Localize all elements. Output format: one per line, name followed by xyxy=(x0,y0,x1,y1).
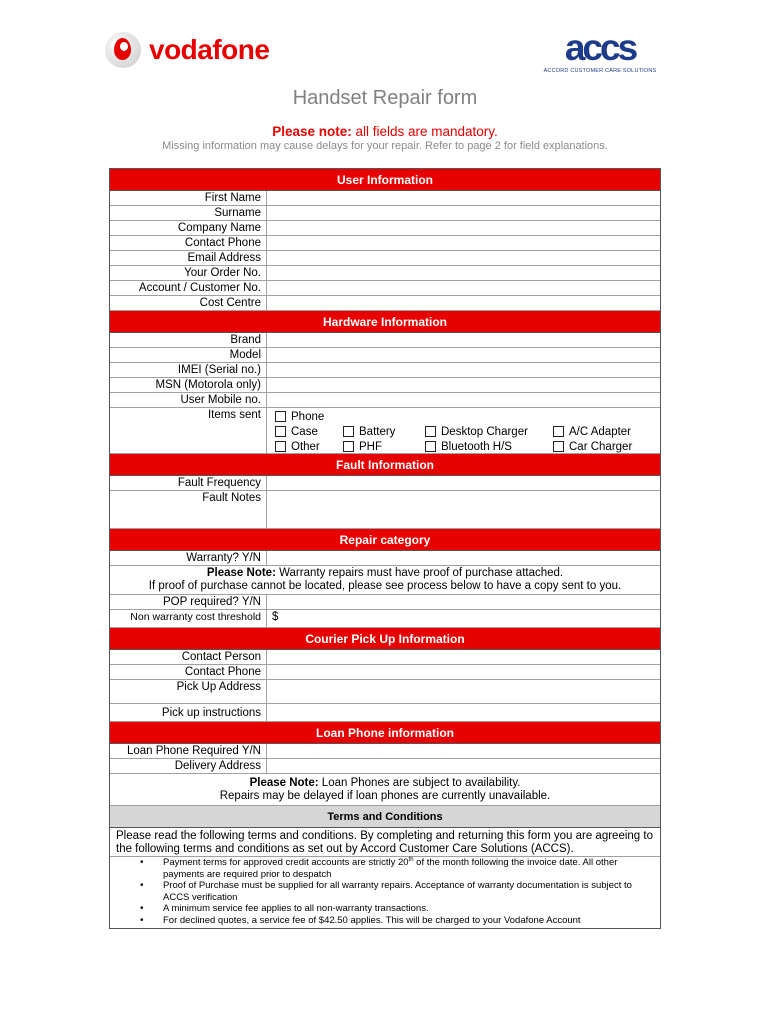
checkbox-icon xyxy=(275,426,286,437)
warranty-note xyxy=(110,566,660,595)
model-input[interactable] xyxy=(267,348,660,362)
field-courier-phone xyxy=(110,665,660,680)
field-warranty xyxy=(110,551,660,566)
field-label: POP required? Y/N xyxy=(110,595,267,609)
field-items-sent xyxy=(110,408,660,454)
field-label: Non warranty cost threshold xyxy=(110,610,267,627)
terms-item-payment-text-b: of the month following the invoice date. All other payments are required prior to despatch xyxy=(163,857,618,880)
checkbox-label: Battery xyxy=(359,425,396,438)
field-loan-phone-required xyxy=(110,744,660,759)
cost-centre-input[interactable] xyxy=(267,296,660,310)
pop-required-input[interactable] xyxy=(267,595,660,609)
checkbox-icon xyxy=(343,441,354,452)
field-label: Contact Phone xyxy=(110,236,267,250)
loan-phone-required-input[interactable] xyxy=(267,744,660,758)
msn-input[interactable] xyxy=(267,378,660,392)
field-label: Fault Notes xyxy=(110,491,267,528)
checkbox-icon xyxy=(553,441,564,452)
field-pop-required xyxy=(110,595,660,610)
vodafone-speechmark-icon xyxy=(105,32,141,68)
field-label: Pick Up Address xyxy=(110,680,267,703)
field-label: Contact Phone xyxy=(110,665,267,679)
fault-frequency-input[interactable] xyxy=(267,476,660,490)
section-user-information: User Information xyxy=(110,169,660,191)
field-contact-phone xyxy=(110,236,660,251)
accs-wordmark: accs xyxy=(564,27,636,68)
delivery-address-input[interactable] xyxy=(267,759,660,773)
first-name-input[interactable] xyxy=(267,191,660,205)
field-contact-person xyxy=(110,650,660,665)
loan-phone-note xyxy=(110,774,660,806)
field-brand xyxy=(110,333,660,348)
checkbox-label: Bluetooth H/S xyxy=(441,440,512,453)
section-repair-category: Repair category xyxy=(110,529,660,551)
checkbox-icon xyxy=(425,441,436,452)
loan-note-bold: Please Note: xyxy=(249,777,319,789)
missing-info-note: Missing information may cause delays for your repair. Refer to page 2 for field explanations. xyxy=(162,140,608,152)
account-no-input[interactable] xyxy=(267,281,660,295)
field-label: Model xyxy=(110,348,267,362)
vodafone-wordmark: vodafone xyxy=(149,34,270,65)
pickup-instructions-input[interactable] xyxy=(267,704,660,721)
form-title: Handset Repair form xyxy=(292,87,478,109)
field-label: Surname xyxy=(110,206,267,220)
field-label: Delivery Address xyxy=(110,759,267,773)
terms-item-proof-of-purchase: • Proof of Purchase must be supplied for all warranty repairs. Acceptance of warranty documentation is subject to ACCS verification xyxy=(132,880,654,903)
mandatory-note-bold: Please note: xyxy=(272,124,352,139)
field-imei xyxy=(110,363,660,378)
loan-note-line-1 xyxy=(110,777,660,790)
section-courier-pickup: Courier Pick Up Information xyxy=(110,628,660,650)
field-cost-threshold xyxy=(110,610,660,628)
field-msn xyxy=(110,378,660,393)
accs-tagline: ACCORD CUSTOMER CARE SOLUTIONS xyxy=(543,68,657,74)
field-cost-centre xyxy=(110,296,660,311)
terms-item-service-fee: • A minimum service fee applies to all non-warranty transactions. xyxy=(132,903,654,915)
contact-phone-input[interactable] xyxy=(267,236,660,250)
checkbox-ac-adapter[interactable] xyxy=(553,424,631,439)
field-label: User Mobile no. xyxy=(110,393,267,407)
checkbox-icon xyxy=(425,426,436,437)
loan-note-line-2: Repairs may be delayed if loan phones are currently unavailable. xyxy=(219,790,551,802)
checkbox-label: Other xyxy=(291,440,320,453)
section-terms-and-conditions: Terms and Conditions xyxy=(110,806,660,828)
field-label: First Name xyxy=(110,191,267,205)
company-name-input[interactable] xyxy=(267,221,660,235)
field-pickup-address xyxy=(110,680,660,704)
field-fault-frequency xyxy=(110,476,660,491)
field-label: Brand xyxy=(110,333,267,347)
checkbox-other[interactable] xyxy=(275,439,320,454)
courier-phone-input[interactable] xyxy=(267,665,660,679)
terms-item-payment-sup: th xyxy=(408,856,414,863)
checkbox-case[interactable] xyxy=(275,424,318,439)
section-loan-phone: Loan Phone information xyxy=(110,722,660,744)
checkbox-label: Phone xyxy=(291,410,325,423)
checkbox-phf[interactable] xyxy=(343,439,382,454)
checkbox-desktop-charger[interactable] xyxy=(425,424,528,439)
checkbox-label: Case xyxy=(291,425,318,438)
terms-item-payment xyxy=(132,857,654,880)
field-fault-notes xyxy=(110,491,660,529)
field-label: Company Name xyxy=(110,221,267,235)
checkbox-icon xyxy=(553,426,564,437)
user-mobile-input[interactable] xyxy=(267,393,660,407)
accs-logo xyxy=(538,27,662,76)
warranty-note-line-1 xyxy=(110,567,660,580)
field-order-no xyxy=(110,266,660,281)
loan-note-text: Loan Phones are subject to availability. xyxy=(318,777,521,789)
field-label: Cost Centre xyxy=(110,296,267,310)
warranty-note-bold: Please Note: xyxy=(206,567,276,579)
fault-notes-input[interactable] xyxy=(267,491,660,528)
section-fault-information: Fault Information xyxy=(110,454,660,476)
field-pickup-instructions xyxy=(110,704,660,722)
checkbox-phone[interactable] xyxy=(275,409,324,424)
field-company-name xyxy=(110,221,660,236)
field-label: Contact Person xyxy=(110,650,267,664)
items-sent-checkboxes xyxy=(267,408,660,453)
field-label: Email Address xyxy=(110,251,267,265)
checkbox-icon xyxy=(343,426,354,437)
contact-person-input[interactable] xyxy=(267,650,660,664)
terms-list xyxy=(110,857,660,928)
field-account-no xyxy=(110,281,660,296)
field-delivery-address xyxy=(110,759,660,774)
order-no-input[interactable] xyxy=(267,266,660,280)
field-label: IMEI (Serial no.) xyxy=(110,363,267,377)
checkbox-icon xyxy=(275,411,286,422)
checkbox-label: PHF xyxy=(359,440,382,453)
mandatory-note xyxy=(0,124,770,139)
checkbox-icon xyxy=(275,441,286,452)
terms-item-payment-text-a: Payment terms for approved credit accounts are strictly 20 xyxy=(163,857,409,868)
brand-input[interactable] xyxy=(267,333,660,347)
field-label: Your Order No. xyxy=(110,266,267,280)
field-email-address xyxy=(110,251,660,266)
warranty-note-text: Warranty repairs must have proof of purchase attached. xyxy=(275,567,564,579)
warranty-note-line-2: If proof of purchase cannot be located, please see process below to have a copy sent to you. xyxy=(148,580,622,592)
field-surname xyxy=(110,206,660,221)
terms-intro: Please read the following terms and conditions. By completing and returning this form you are agreeing to the following terms and conditions as set out by Accord Customer Care Solutions (ACCS). xyxy=(110,828,660,857)
checkbox-label: Car Charger xyxy=(569,440,633,453)
field-label: MSN (Motorola only) xyxy=(110,378,267,392)
cost-threshold-input[interactable]: $ xyxy=(272,611,279,623)
surname-input[interactable] xyxy=(267,206,660,220)
checkbox-bluetooth[interactable] xyxy=(425,439,512,454)
mandatory-note-text: all fields are mandatory. xyxy=(351,124,498,139)
email-address-input[interactable] xyxy=(267,251,660,265)
field-label: Account / Customer No. xyxy=(110,281,267,295)
field-label: Pick up instructions xyxy=(110,704,267,721)
field-label: Warranty? Y/N xyxy=(110,551,267,565)
warranty-input[interactable] xyxy=(267,551,660,565)
terms-item-declined-quotes: • For declined quotes, a service fee of $42.50 applies. This will be charged to your Vodafone Account xyxy=(132,915,654,927)
field-first-name xyxy=(110,191,660,206)
repair-form xyxy=(109,168,661,929)
checkbox-label: Desktop Charger xyxy=(441,425,528,438)
field-label: Fault Frequency xyxy=(110,476,267,490)
field-model xyxy=(110,348,660,363)
pickup-address-input[interactable] xyxy=(267,680,660,703)
field-label: Items sent xyxy=(110,408,267,453)
field-label: Loan Phone Required Y/N xyxy=(110,744,267,758)
checkbox-battery[interactable] xyxy=(343,424,395,439)
vodafone-logo xyxy=(105,30,269,70)
checkbox-label: A/C Adapter xyxy=(569,425,632,438)
field-user-mobile xyxy=(110,393,660,408)
checkbox-car-charger[interactable] xyxy=(553,439,632,454)
section-hardware-information: Hardware Information xyxy=(110,311,660,333)
imei-input[interactable] xyxy=(267,363,660,377)
